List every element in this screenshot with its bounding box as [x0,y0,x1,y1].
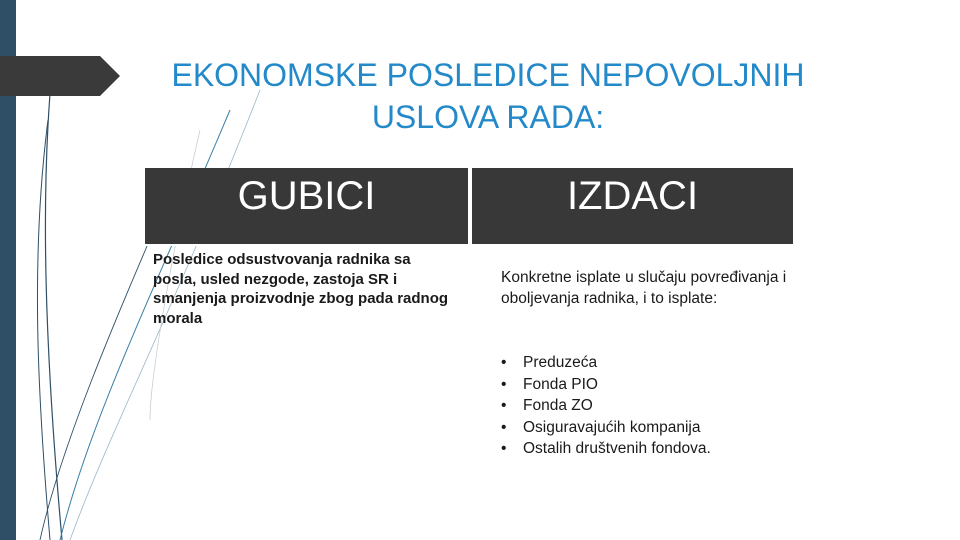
title-line-1: EKONOMSKE POSLEDICE NEPOVOLJNIH [171,57,805,93]
izdaci-list [501,352,711,460]
bullet-icon: • [501,397,507,414]
title-tab-shape [0,56,120,96]
gubici-text: Posledice odsustvovanja radnika sa posla, usled nezgode, zastoja SR i smanjenja proizvodnje zbog pada radnog morala [153,251,449,327]
bullet-icon: • [501,375,507,393]
header-gubici: GUBICI [145,168,468,244]
header-izdaci: IZDACI [470,168,793,244]
list-item: • Osiguravajućih kompanija [501,417,711,439]
bullet-icon: • [501,418,507,436]
list-item: • Preduzeća [501,352,711,374]
bullet-icon: • [501,354,507,371]
bullet-icon: • [501,440,507,457]
title-line-2: USLOVA RADA: [371,99,605,135]
header-divider [145,244,793,246]
page-title [118,54,858,138]
list-item: • Fonda ZO [501,395,711,417]
list-item: • Fonda PIO [501,374,711,396]
list-item: • Ostalih društvenih fondova. [501,438,711,460]
izdaci-intro: Konkretne isplate u slučaju povređivanja i oboljevanja radnika, i to isplate: [501,269,787,307]
